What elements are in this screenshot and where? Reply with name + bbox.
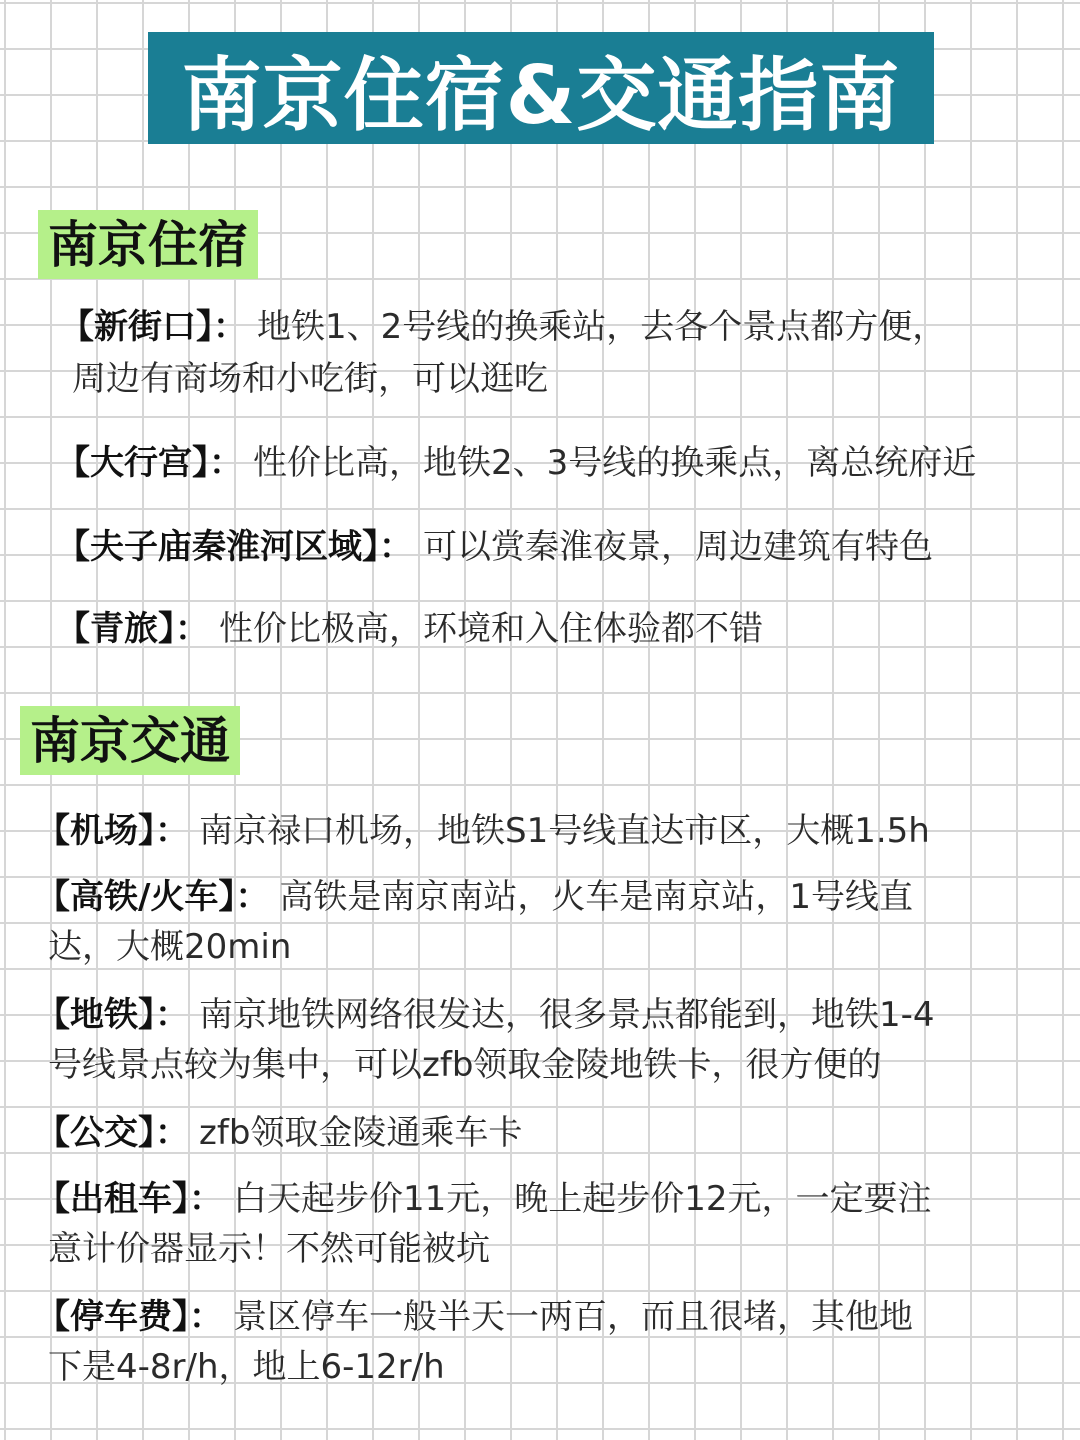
list-item-hostel (56, 604, 763, 654)
item-text: 地铁1、2号线的换乘站，去各个景点都方便， (257, 307, 947, 347)
item-label: 【公交】 (36, 1113, 155, 1153)
list-item-bus (36, 1108, 522, 1158)
list-item-fuzimiao (56, 522, 933, 572)
list-item-metro (36, 990, 935, 1040)
item-separator: ： (155, 995, 189, 1035)
item-separator: ： (213, 307, 247, 347)
section-heading-accommodation: 南京住宿 (38, 210, 258, 279)
item-label: 【机场】 (36, 811, 155, 851)
item-text: 景区停车一般半天一两百，而且很堵，其他地 (233, 1297, 913, 1337)
item-label: 【夫子庙秦淮河区域】 (56, 527, 379, 567)
list-item-train-continued (36, 922, 291, 972)
list-item-daxinggong (56, 438, 976, 488)
item-text: 周边有商场和小吃街，可以逛吃 (72, 359, 548, 399)
list-item-parking (36, 1292, 913, 1342)
item-text: 可以赏秦淮夜景，周边建筑有特色 (423, 527, 933, 567)
item-text: 号线景点较为集中，可以zfb领取金陵地铁卡，很方便的 (48, 1045, 882, 1085)
list-item-xinjiekou-continued (60, 354, 548, 404)
item-text: 南京地铁网络很发达，很多景点都能到，地铁1-4 (199, 995, 935, 1035)
list-item-metro-continued (36, 1040, 881, 1090)
item-label: 【停车费】 (36, 1297, 189, 1337)
item-text: 下是4-8r/h，地上6-12r/h (48, 1347, 445, 1387)
title-banner (148, 32, 934, 144)
item-separator: ： (155, 811, 189, 851)
item-separator: ： (189, 1297, 223, 1337)
item-separator: ： (189, 1179, 223, 1219)
list-item-xinjiekou (60, 302, 946, 352)
item-separator: ： (175, 609, 209, 649)
item-label: 【出租车】 (36, 1179, 189, 1219)
item-separator: ： (209, 443, 243, 483)
item-text: 高铁是南京南站，火车是南京站，1号线直 (279, 877, 914, 917)
item-label: 【新街口】 (60, 307, 213, 347)
list-item-taxi (36, 1174, 932, 1224)
item-text: zfb领取金陵通乘车卡 (199, 1113, 523, 1153)
item-text: 意计价器显示！不然可能被坑 (48, 1229, 490, 1269)
item-text: 性价比极高，环境和入住体验都不错 (219, 609, 763, 649)
section-heading-transport: 南京交通 (20, 706, 240, 775)
list-item-parking-continued (36, 1342, 445, 1392)
item-label: 【青旅】 (56, 609, 175, 649)
list-item-train (36, 872, 913, 922)
list-item-airport (36, 806, 930, 856)
item-text: 性价比高，地铁2、3号线的换乘点，离总统府近 (253, 443, 977, 483)
item-label: 【地铁】 (36, 995, 155, 1035)
item-label: 【高铁/火车】 (36, 877, 236, 917)
item-separator: ： (235, 877, 270, 917)
item-label: 【大行宫】 (56, 443, 209, 483)
item-separator: ： (379, 527, 413, 567)
item-separator: ： (155, 1113, 189, 1153)
item-text: 达，大概20min (48, 927, 292, 967)
item-text: 南京禄口机场，地铁S1号线直达市区，大概1.5h (199, 811, 930, 851)
item-text: 白天起步价11元，晚上起步价12元，一定要注 (233, 1179, 932, 1219)
page-title: 南京住宿&交通指南 (181, 48, 901, 142)
list-item-taxi-continued (36, 1224, 490, 1274)
